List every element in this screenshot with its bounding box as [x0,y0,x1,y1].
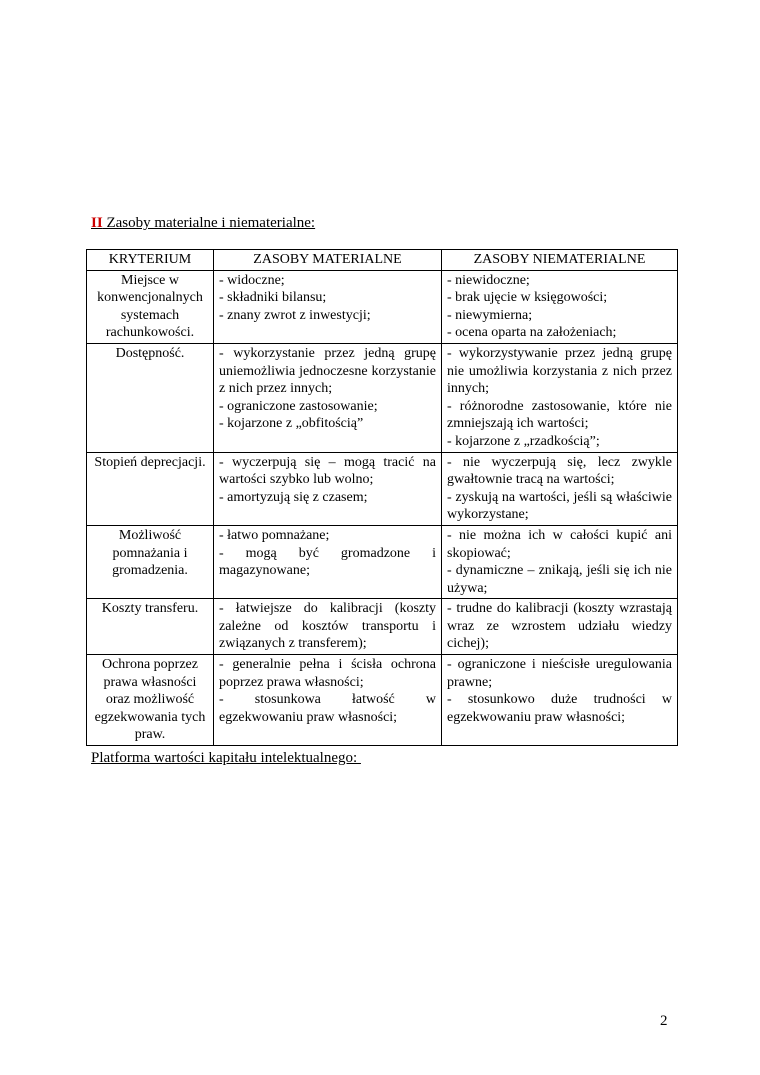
cell-line: - ograniczone zastosowanie; [219,398,378,414]
table-row [87,655,678,746]
cell-line: - nie można ich w całości kupić ani skopiować; [447,527,672,561]
criterion-cell: Dostępność. [87,343,214,452]
immaterial-cell [442,599,678,655]
cell-line: - nie wyczerpują się, lecz zwykle gwałtownie tracą na wartości; [447,454,672,488]
cell-line: - kojarzone z „obfitością” [219,416,364,432]
material-cell [214,452,442,525]
criterion-cell: Miejsce w konwencjonalnych systemach rachunkowości. [87,270,214,343]
immaterial-cell [442,452,678,525]
cell-line: - łatwo pomnażane; [219,527,330,543]
cell-line: - wyczerpują się – mogą tracić na wartości szybko lub wolno; [219,454,436,488]
cell-line: - zyskują na wartości, jeśli są właściwie wykorzystane; [447,489,672,523]
table-row [87,270,678,343]
cell-line: - wykorzystanie przez jedną grupę uniemożliwia jednoczesne korzystanie z nich przez innych; [219,345,436,397]
cell-line: - ocena oparta na założeniach; [447,325,617,341]
header-criterion: KRYTERIUM [87,250,214,271]
criterion-cell: Stopień deprecjacji. [87,452,214,525]
cell-line: - składniki bilansu; [219,290,327,306]
material-cell [214,655,442,746]
cell-line: - stosunkowa łatwość w egzekwowaniu praw własności; [219,692,436,725]
cell-line: - niewidoczne; [447,272,530,288]
cell-line: - ograniczone i nieścisłe uregulowania prawne; [447,657,672,690]
criterion-cell: Ochrona poprzez prawa własności oraz możliwość egzekwowania tych praw. [87,655,214,746]
comparison-table [86,249,678,746]
cell-line: - niewymierna; [447,307,533,323]
cell-line: - dynamiczne – znikają, jeśli się ich nie używa; [447,563,672,596]
cell-line: - widoczne; [219,272,285,288]
cell-line: - generalnie pełna i ścisła ochrona poprzez prawa własności; [219,657,436,690]
cell-line: - stosunkowo duże trudności w egzekwowaniu praw własności; [447,692,672,725]
material-cell [214,270,442,343]
header-immaterial: ZASOBY NIEMATERIALNE [442,250,678,271]
cell-line: - znany zwrot z inwestycji; [219,307,371,323]
table-header-row [87,250,678,271]
table-row [87,525,678,598]
immaterial-cell [442,270,678,343]
cell-line: - wykorzystywanie przez jedną grupę nie umożliwia korzystania z nich przez innych; [447,345,672,397]
immaterial-cell [442,655,678,746]
cell-line: - różnorodne zastosowanie, które nie zmniejszają ich wartości; [447,398,672,432]
section-title: Zasoby materialne i niematerialne: [102,215,316,231]
cell-line: - brak ujęcie w księgowości; [447,290,608,306]
criterion-cell: Możliwość pomnażania i gromadzenia. [87,525,214,598]
section-number: II [91,215,103,231]
material-cell [214,599,442,655]
table-row [87,343,678,452]
page-number: 2 [660,1013,668,1029]
cell-line: - łatwiejsze do kalibracji (koszty zależne od kosztów transportu i związanych z transferem); [219,601,436,652]
material-cell [214,343,442,452]
cell-line: - kojarzone z „rzadkością”; [447,433,600,449]
section-heading [91,214,315,232]
cell-line: - amortyzują się z czasem; [219,489,368,505]
cell-line: - trudne do kalibracji (koszty wzrastają wraz ze wzrostem udziału wiedzy cichej); [447,601,672,652]
platform-caption: Platforma wartości kapitału intelektualnego: [91,750,361,766]
material-cell [214,525,442,598]
header-material: ZASOBY MATERIALNE [214,250,442,271]
table-row [87,599,678,655]
immaterial-cell [442,343,678,452]
criterion-cell: Koszty transferu. [87,599,214,655]
immaterial-cell [442,525,678,598]
cell-line: - mogą być gromadzone i magazynowane; [219,545,436,579]
table-row [87,452,678,525]
